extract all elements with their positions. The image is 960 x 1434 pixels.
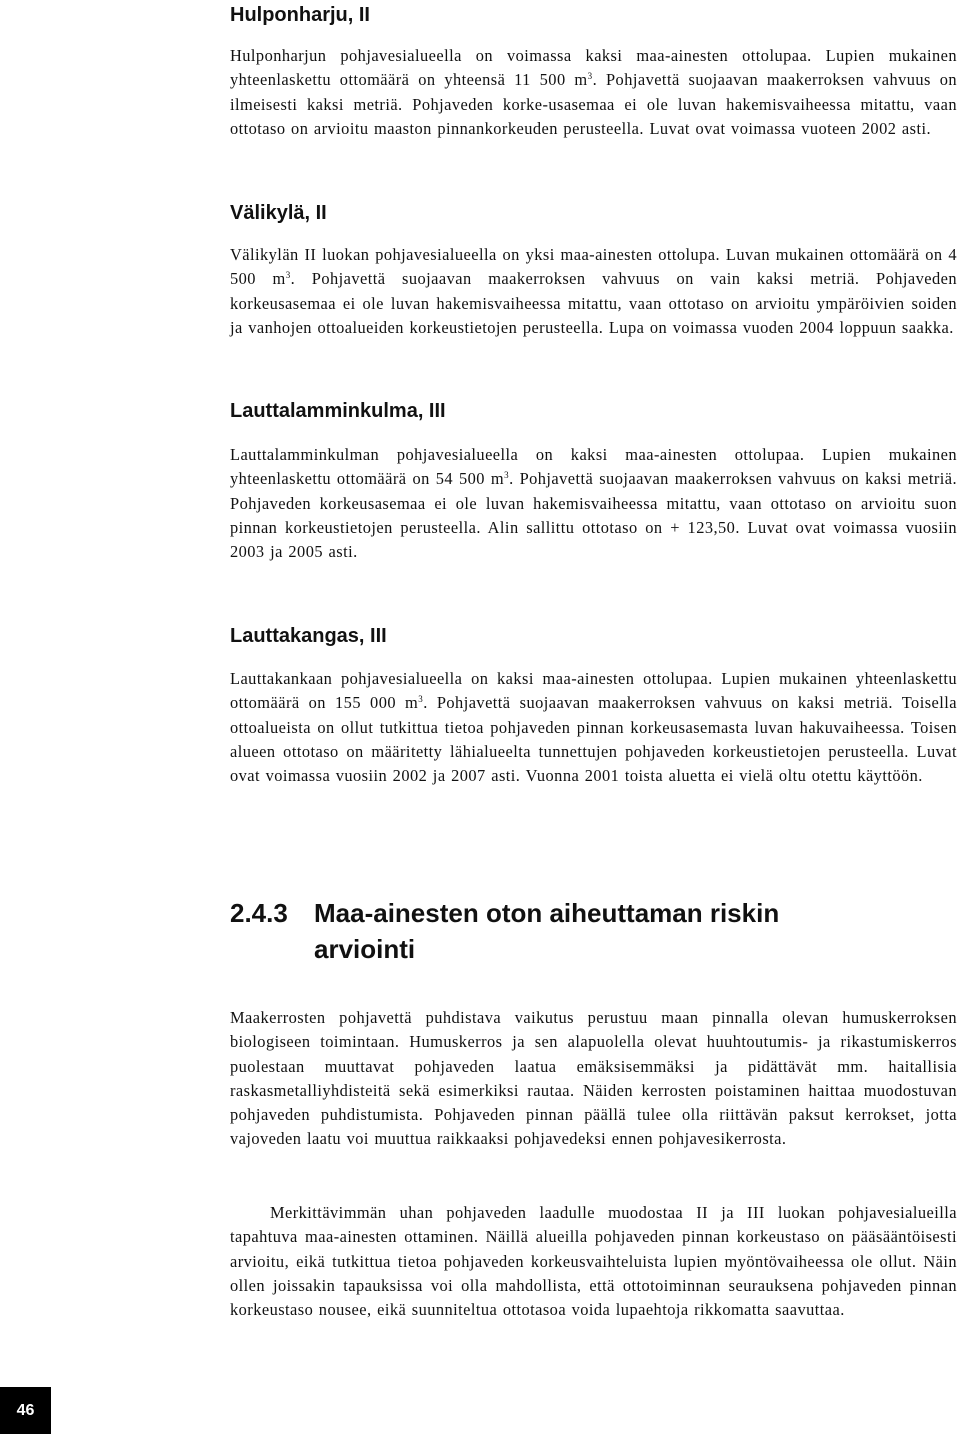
superscript: 3 [418, 694, 424, 705]
body-text: Hulponharjun pohjavesialueella on voimassa kaksi maa-ainesten ottolupaa. Lupien mukainen yhteenlaskettu ottomäärä on yhteensä 11 500 m [230, 46, 957, 90]
chapter-paragraph-2: Merkittävimmän uhan pohjaveden laadulle muodostaa II ja III luokan pohjavesialueilla tapahtuva maa-ainesten ottaminen. Näillä alueilla pohjaveden pinnan korkeustaso on pääsääntöisesti arvioitu, eikä tutkittua tietoa pohjaveden korkeusvaihteluista lupien myöntövaiheessa ole ollut. Näin ollen joissakin tapauksissa voi olla mahdollista, että ottotoiminnan seurauksena pohjaveden pinnan korkeustaso nousee, eikä suunniteltua ottotasoa voida lupaehtoja rikkomatta saavuttaa. [230, 1203, 957, 1320]
section-body-lauttalamminkulma [230, 443, 957, 564]
chapter-title: Maa-ainesten oton aiheuttaman riskin arviointi [314, 898, 780, 964]
body-text: . Pohjavettä suojaavan maakerroksen vahvuus on ilmeisesti kaksi metriä. Pohjaveden korke-usasemaa ei ole luvan hakemisvaiheessa mitattu, vaan ottotaso on arvioitu maaston pinnankorkeuden perusteella. Luvat ovat voimassa vuoteen 2002 asti. [230, 70, 958, 138]
body-text: Lauttakankaan pohjavesialueella on kaksi maa-ainesten ottolupaa. Lupien mukainen yhteenlaskettu ottomäärä on 155 000 m [230, 669, 957, 713]
section-heading-lauttalamminkulma: Lauttalamminkulma, III [230, 400, 446, 422]
chapter-paragraph-1: Maakerrosten pohjavettä puhdistava vaikutus perustuu maan pinnalla olevan humuskerroksen biologiseen toimintaan. Humuskerros ja sen alapuolella olevat huuhtoutumis- ja rikastumiskerros puolestaan muuttavat pohjaveden laatua emäksisemmäksi ja pidättävät mm. haitallisia raskasmetalliyhdisteitä sekä esimerkiksi rautaa. Näiden kerrosten poistaminen haittaa muodostuvan pohjaveden puhdistumista. Pohjaveden pinnan päällä tulee olla riittävän paksut kerrokset, jotta vajoveden laatu voi muuttua raikkaaksi pohjavedeksi ennen pohjavesikerrosta. [230, 1008, 957, 1149]
section-heading-hulponharju: Hulponharju, II [230, 4, 370, 26]
section-body-hulponharju [230, 44, 957, 141]
body-text: . Pohjavettä suojaavan maakerroksen vahvuus on kaksi metriä. Pohjaveden korkeusasemaa ei ole luvan hakemisvaiheessa mitattu, vaan ottotaso on arvioitu suon pinnan korkeustietojen perusteella. Alin sallittu ottotaso on + 123,50. Luvat ovat voimassa vuosiin 2003 ja 2005 asti. [230, 469, 958, 562]
chapter-number: 2.4.3 [230, 898, 288, 928]
section-body-lauttakangas [230, 667, 957, 788]
body-text: Lauttalamminkulman pohjavesialueella on kaksi maa-ainesten ottolupaa. Lupien mukainen yhteenlaskettu ottomäärä on 54 500 m [230, 445, 957, 489]
section-heading-valikyla: Välikylä, II [230, 202, 327, 224]
section-body-valikyla [230, 243, 957, 340]
chapter-heading [230, 895, 874, 967]
superscript: 3 [285, 270, 291, 281]
body-text: Välikylän II luokan pohjavesialueella on yksi maa-ainesten ottolupa. Luvan mukainen ottomäärä on 4 500 m [230, 245, 957, 289]
body-text: . Pohjavettä suojaavan maakerroksen vahvuus on vain kaksi metriä. Pohjaveden korkeusasemaa ei ole luvan hakemisvaiheessa mitattu, vaan ottotaso on arvioitu ympäröivien soiden ja vanhojen ottoalueiden korkeustietojen perusteella. Lupa on voimassa vuoden 2004 loppuun saakka. [230, 269, 957, 337]
body-text: . Pohjavettä suojaavan maakerroksen vahvuus on kaksi metriä. Toisella ottoalueista on ollut tutkittua tietoa pohjaveden pinnan korkeusasemasta luvan hakuvaiheessa. Toisen alueen ottotaso on määritetty lähialueelta tunnettujen pohjaveden korkeustietojen perusteella. Luvat ovat voimassa vuosiin 2002 ja 2007 asti. Vuonna 2001 toista aluetta ei vielä oltu otettu käyttöön. [230, 693, 957, 786]
section-heading-lauttakangas: Lauttakangas, III [230, 625, 387, 647]
page-number: 46 [16, 1401, 35, 1419]
superscript: 3 [587, 71, 593, 82]
page-number-badge [0, 1387, 51, 1434]
superscript: 3 [504, 470, 510, 481]
